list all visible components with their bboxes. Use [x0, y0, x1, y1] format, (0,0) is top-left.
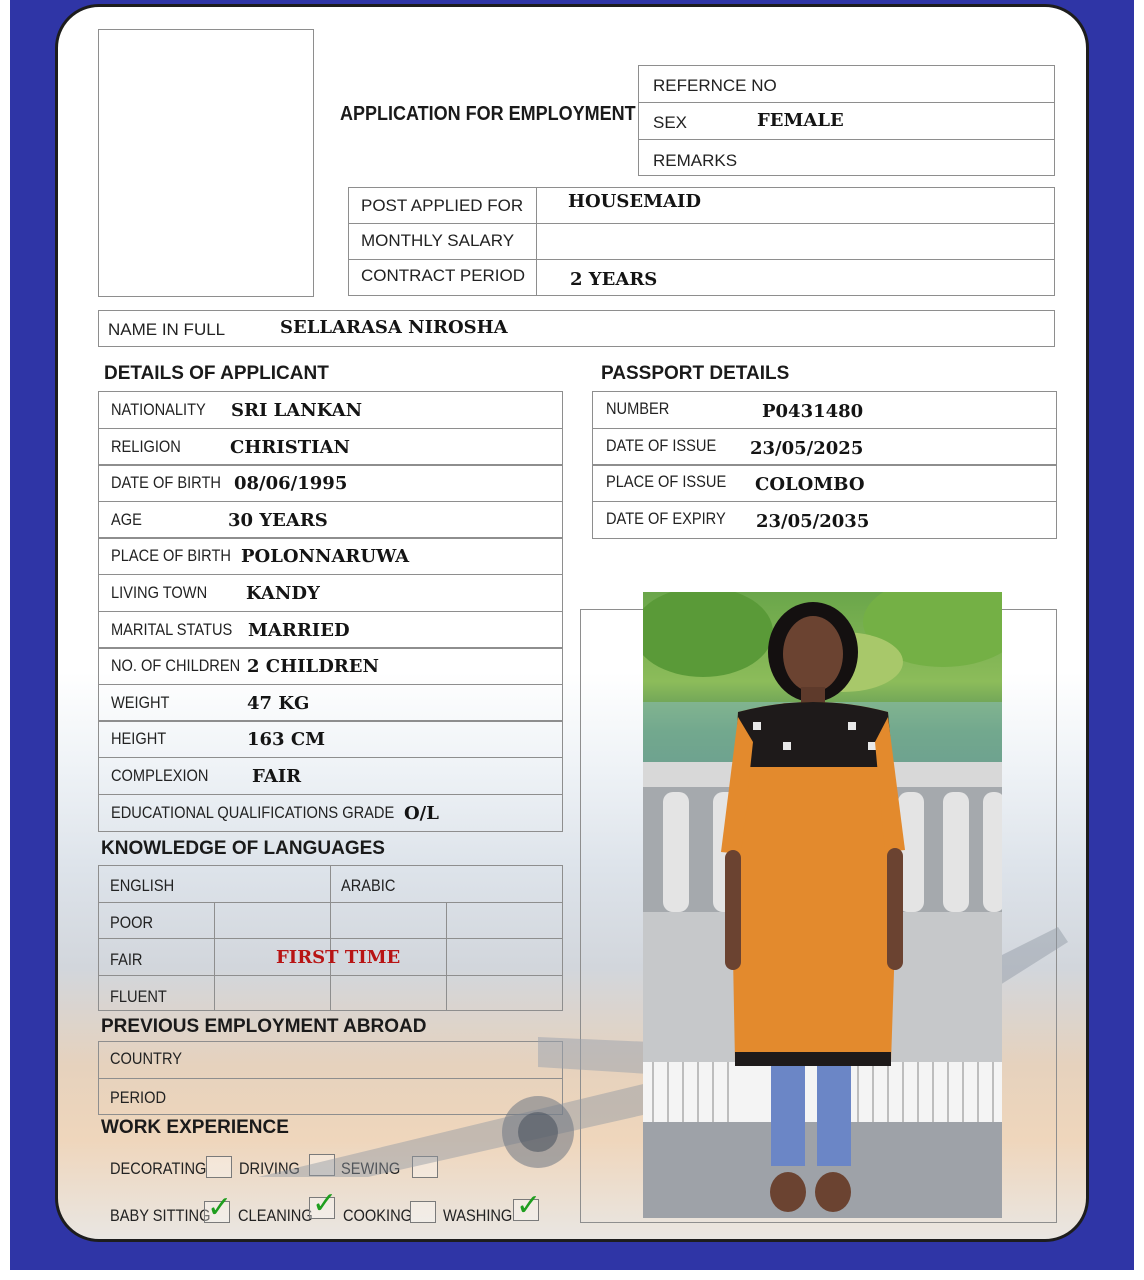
- applicant-row-value: POLONNARUWA: [241, 546, 410, 568]
- salary-label: MONTHLY SALARY: [361, 231, 515, 250]
- passport-row-value: 23/05/2025: [750, 437, 864, 459]
- passport-row-value: P0431480: [762, 401, 864, 422]
- applicant-row-label: MARITAL STATUS: [111, 619, 233, 639]
- applicant-row-label: NATIONALITY: [111, 400, 206, 419]
- applicant-row: [98, 794, 563, 832]
- work-label-washing: WASHING: [443, 1206, 513, 1225]
- sex-value: FEMALE: [757, 110, 844, 131]
- passport-details-table: [592, 391, 1057, 537]
- applicant-row: [98, 647, 563, 685]
- cleaning-checkbox[interactable]: [309, 1186, 338, 1221]
- passport-row: [592, 501, 1057, 539]
- applicant-row: [98, 720, 563, 758]
- applicant-row-label: WEIGHT: [111, 692, 170, 712]
- work-label-cooking: COOKING: [343, 1206, 413, 1225]
- applicant-row-value: 08/06/1995: [234, 473, 348, 495]
- applicant-row-value: 163 CM: [247, 729, 326, 751]
- level-fluent: FLUENT: [110, 987, 167, 1006]
- name-label: NAME IN FULL: [108, 320, 226, 339]
- applicant-row: [98, 757, 563, 795]
- decorating-checkbox[interactable]: [206, 1156, 232, 1178]
- applicant-row-value: CHRISTIAN: [230, 436, 350, 458]
- contract-label: CONTRACT PERIOD: [361, 266, 526, 285]
- country-label: COUNTRY: [110, 1049, 183, 1068]
- washing-checkbox[interactable]: [513, 1188, 542, 1223]
- post-label: POST APPLIED FOR: [361, 196, 524, 215]
- applicant-row-value: 47 KG: [247, 692, 310, 714]
- passport-row-value: COLOMBO: [755, 474, 865, 495]
- name-value: SELLARASA NIROSHA: [280, 317, 508, 338]
- sex-label: SEX: [653, 113, 688, 132]
- applicant-details-table: [98, 391, 563, 830]
- level-poor: POOR: [110, 913, 154, 932]
- post-value: HOUSEMAID: [568, 191, 702, 212]
- applicant-row: [98, 684, 563, 722]
- applicant-row-label: RELIGION: [111, 436, 181, 456]
- language-arabic: ARABIC: [341, 876, 396, 895]
- cooking-checkbox[interactable]: [410, 1201, 436, 1223]
- work-label-sewing: SEWING: [341, 1159, 401, 1178]
- first-time-note: FIRST TIME: [276, 947, 401, 968]
- remarks-label: REMARKS: [653, 151, 738, 170]
- applicant-row-label: LIVING TOWN: [111, 583, 208, 602]
- applicant-heading: DETAILS OF APPLICANT: [104, 363, 329, 384]
- contract-value: 2 YEARS: [570, 269, 658, 290]
- language-english: ENGLISH: [110, 876, 175, 895]
- applicant-row-value: 2 CHILDREN: [247, 656, 379, 678]
- applicant-row-label: COMPLEXION: [111, 766, 209, 785]
- applicant-row-value: SRI LANKAN: [231, 400, 363, 421]
- baby-sitting-checkbox[interactable]: [204, 1190, 233, 1225]
- applicant-row-value: 30 YEARS: [228, 509, 328, 531]
- applicant-row-label: EDUCATIONAL QUALIFICATIONS GRADE: [111, 802, 395, 822]
- work-label-baby-sitting: BABY SITTING: [110, 1206, 211, 1225]
- level-fair: FAIR: [110, 950, 143, 969]
- applicant-row: [98, 501, 563, 539]
- applicant-row-label: PLACE OF BIRTH: [111, 546, 231, 566]
- applicant-row: [98, 537, 563, 575]
- languages-heading: KNOWLEDGE OF LANGUAGES: [101, 838, 385, 859]
- name-row: [98, 310, 1055, 347]
- work-label-decorating: DECORATING: [110, 1159, 207, 1178]
- passport-row: [592, 428, 1057, 466]
- applicant-row: [98, 391, 563, 429]
- checkmark-icon: ✓: [516, 1188, 542, 1223]
- applicant-row-value: KANDY: [246, 583, 320, 604]
- passport-row-label: DATE OF ISSUE: [606, 435, 717, 455]
- passport-row: [592, 391, 1057, 429]
- passport-row-label: DATE OF EXPIRY: [606, 508, 726, 528]
- passport-row-value: 23/05/2035: [756, 510, 870, 532]
- applicant-row: [98, 428, 563, 466]
- applicant-row-value: FAIR: [252, 766, 302, 787]
- applicant-photo: [643, 592, 1002, 1218]
- applicant-row-label: DATE OF BIRTH: [111, 473, 221, 493]
- work-label-cleaning: CLEANING: [238, 1206, 313, 1225]
- applicant-row-label: AGE: [111, 509, 142, 529]
- passport-row-label: PLACE OF ISSUE: [606, 472, 727, 491]
- checkmark-icon: ✓: [207, 1190, 233, 1225]
- work-label-driving: DRIVING: [239, 1159, 300, 1178]
- applicant-row-label: NO. OF CHILDREN: [111, 656, 241, 676]
- applicant-row: [98, 574, 563, 612]
- reference-label: REFERNCE NO: [653, 76, 777, 95]
- passport-row: [592, 464, 1057, 502]
- previous-employment-heading: PREVIOUS EMPLOYMENT ABROAD: [101, 1016, 427, 1037]
- applicant-row: [98, 611, 563, 649]
- applicant-row-value: O/L: [404, 802, 439, 824]
- period-label: PERIOD: [110, 1088, 167, 1107]
- applicant-row-value: MARRIED: [248, 619, 350, 641]
- work-experience-heading: WORK EXPERIENCE: [101, 1117, 289, 1138]
- applicant-row-label: HEIGHT: [111, 729, 167, 749]
- checkmark-icon: ✓: [312, 1186, 338, 1221]
- applicant-row: [98, 464, 563, 502]
- photo-placeholder-box: [98, 29, 314, 297]
- passport-row-label: NUMBER: [606, 399, 670, 418]
- form-title: APPLICATION FOR EMPLOYMENT: [340, 103, 636, 125]
- passport-heading: PASSPORT DETAILS: [601, 363, 790, 384]
